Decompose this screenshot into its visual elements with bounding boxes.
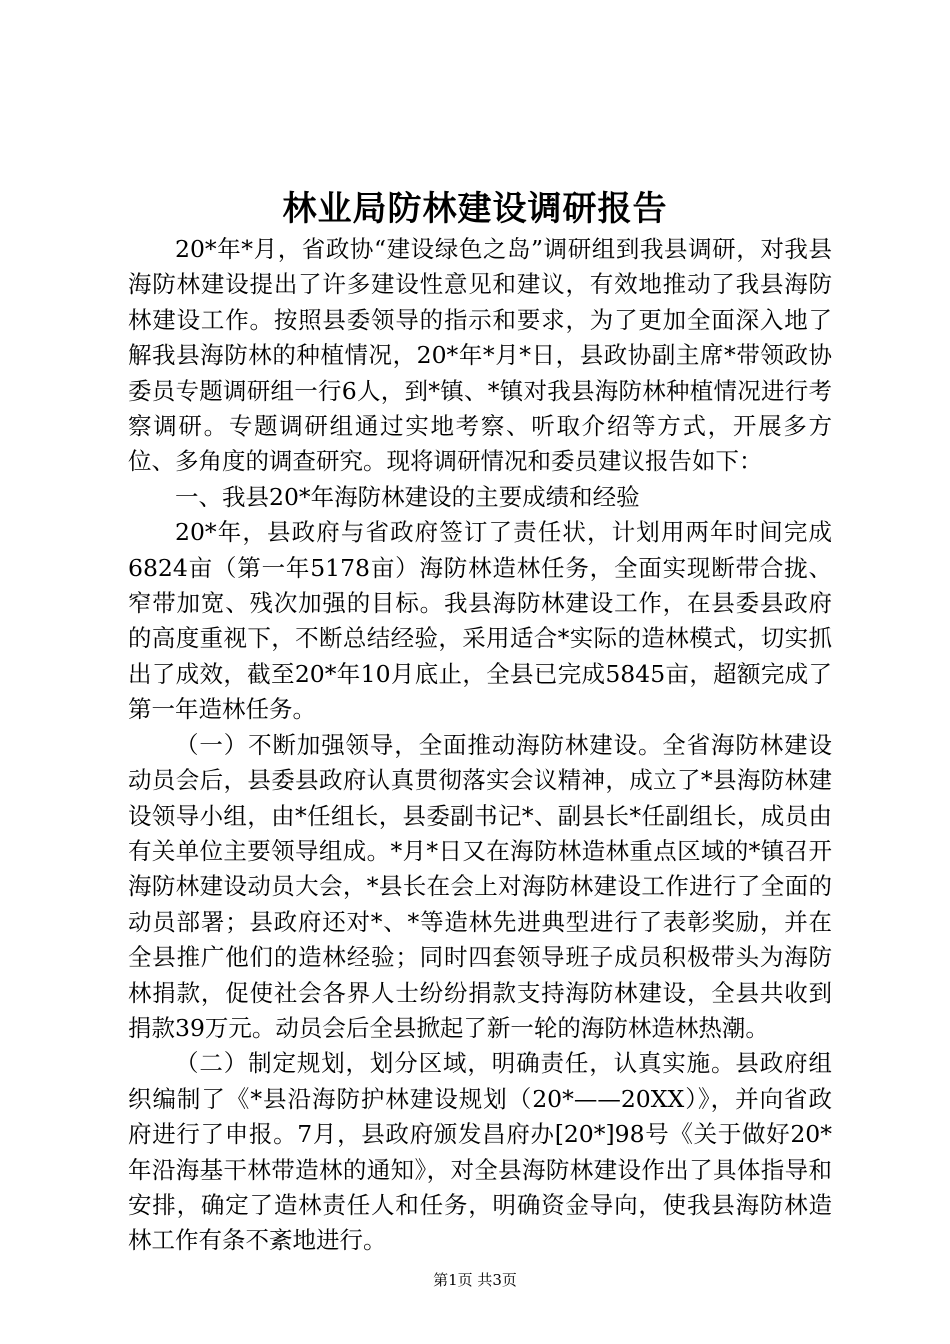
section-heading-1: 一、我县20*年海防林建设的主要成绩和经验	[175, 482, 640, 511]
paragraph-intro: 20*年*月，省政协“建设绿色之岛”调研组到我县调研，对我县海防林建设提出了许多建设性意见和建议，有效地推动了我县海防林建设工作。按照县委领导的指示和要求，为了更加全面深入地了解我县海防林的种植情况，20*年*月*日，县政协副主席*带领政协委员专题调研组一行6人，到*镇、*镇对我县海防林种植情况进行考察调研。专题调研组通过实地考察、听取介绍等方式，开展多方位、多角度的调查研究。现将调研情况和委员建议报告如下：	[128, 235, 832, 476]
paragraph-achievements: 20*年，县政府与省政府签订了责任状，计划用两年时间完成6824亩（第一年5178亩）海防林造林任务，全面实现断带合拢、窄带加宽、残次加强的目标。我县海防林建设工作，在县委县政府的高度重视下，不断总结经验，采用适合*实际的造林模式，切实抓出了成效，截至20*年10月底止，全县已完成5845亩，超额完成了第一年造林任务。	[128, 518, 832, 724]
document-body	[128, 232, 832, 1259]
paragraph-planning: （二）制定规划，划分区域，明确责任，认真实施。县政府组织编制了《*县沿海防护林建设规划（20*——20XX）》，并向省政府进行了申报。7月，县政府颁发昌府办[20*]98号《关于做好20*年沿海基干林带造林的通知》，对全县海防林建设作出了具体指导和安排，确定了造林责任人和任务，明确资金导向，使我县海防林造林工作有条不紊地进行。	[128, 1049, 832, 1255]
page-footer: 第1页 共3页	[433, 1271, 517, 1289]
document-title: 林业局防林建设调研报告	[282, 189, 668, 229]
paragraph-leadership: （一）不断加强领导，全面推动海防林建设。全省海防林建设动员会后，县委县政府认真贯彻落实会议精神，成立了*县海防林建设领导小组，由*任组长，县委副书记*、副县长*任副组长，成员由有关单位主要领导组成。*月*日又在海防林造林重点区域的*镇召开海防林建设动员大会，*县长在会上对海防林建设工作进行了全面的动员部署；县政府还对*、*等造林先进典型进行了表彰奖励，并在全县推广他们的造林经验；同时四套领导班子成员积极带头为海防林捐款，促使社会各界人士纷纷捐款支持海防林建设，全县共收到捐款39万元。动员会后全县掀起了新一轮的海防林造林热潮。	[128, 730, 832, 1042]
